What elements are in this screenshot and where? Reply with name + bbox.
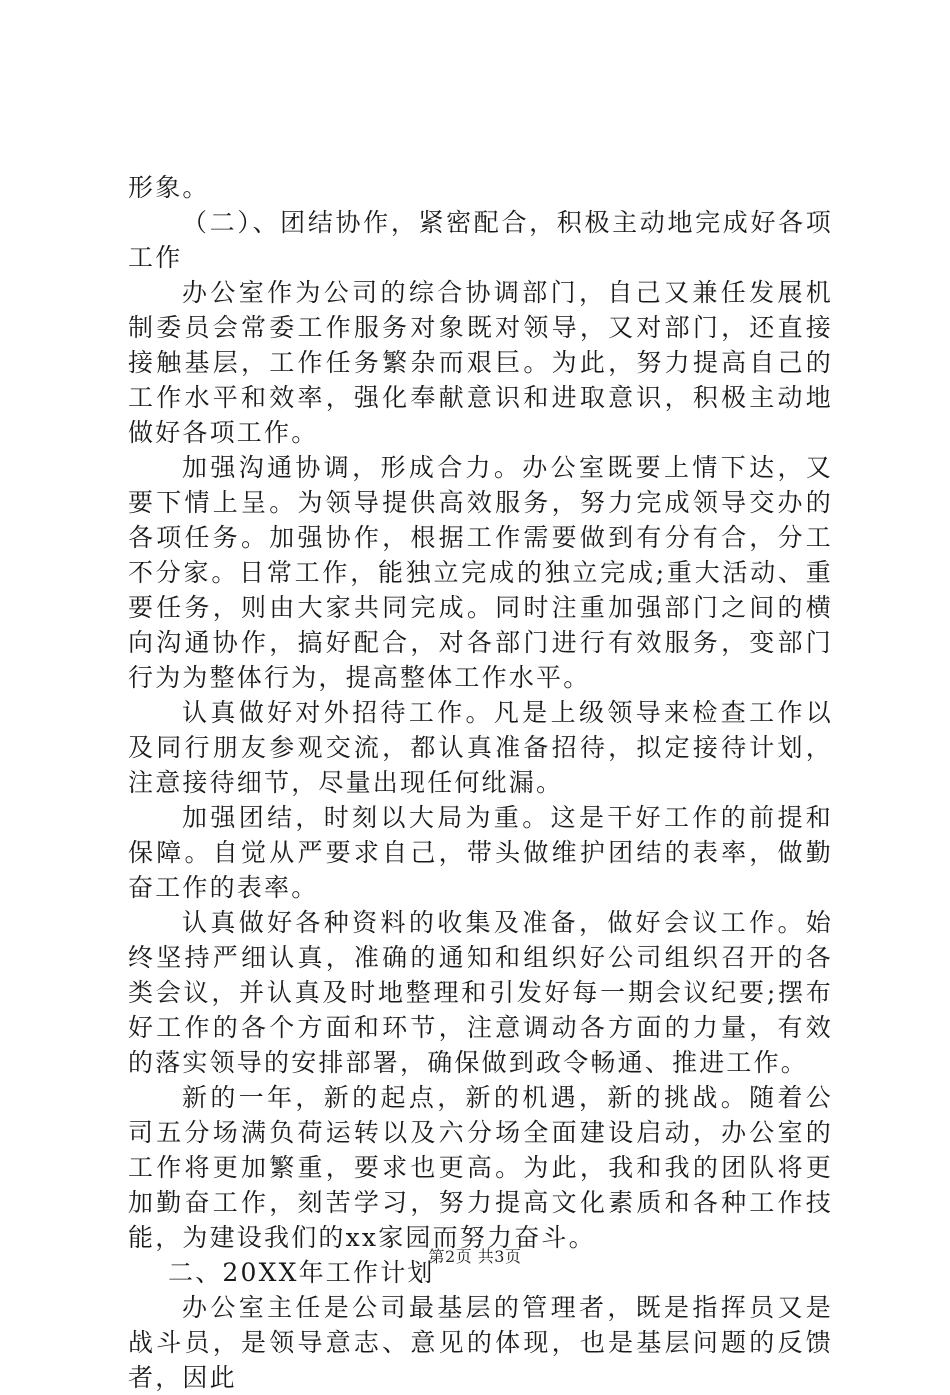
paragraph-meetings: 认真做好各种资料的收集及准备，做好会议工作。始终坚持严细认真，准确的通知和组织好公司组织召开的各类会议，并认真及时地整理和引发好每一期会议纪要;摆布好工作的各个方面和环节，注意调动各方面的力量，有效的落实领导的安排部署，确保做到政令畅通、推进工作。 [128, 908, 833, 1077]
paragraph-reception: 认真做好对外招待工作。凡是上级领导来检查工作以及同行朋友参观交流，都认真准备招待，拟定接待计划，注意接待细节，尽量出现任何纰漏。 [128, 698, 833, 797]
paragraph-office-role: 办公室作为公司的综合协调部门，自己又兼任发展机制委员会常委工作服务对象既对领导，又对部门，还直接接触基层，工作任务繁杂而艰巨。为此，努力提高自己的工作水平和效率，强化奉献意识和进取意识，积极主动地做好各项工作。 [128, 278, 833, 447]
document-body [128, 170, 833, 1395]
section-heading-teamwork: （二）、团结协作，紧密配合，积极主动地完成好各项工作 [128, 208, 833, 272]
paragraph-unity: 加强团结，时刻以大局为重。这是干好工作的前提和保障。自觉从严要求自己，带头做维护团结的表率，做勤奋工作的表率。 [128, 803, 833, 902]
section-heading-work-plan: 二、20XX年工作计划 [168, 1258, 435, 1287]
paragraph-continuation: 形象。 [128, 173, 210, 202]
paragraph-communication: 加强沟通协调，形成合力。办公室既要上情下达，又要下情上呈。为领导提供高效服务，努力完成领导交办的各项任务。加强协作，根据工作需要做到有分有合，分工不分家。日常工作，能独立完成的独立完成;重大活动、重要任务，则由大家共同完成。同时注重加强部门之间的横向沟通协作，搞好配合，对各部门进行有效服务，变部门行为为整体行为，提高整体工作水平。 [128, 453, 833, 692]
paragraph-office-director: 办公室主任是公司最基层的管理者，既是指挥员又是战斗员，是领导意志、意见的体现，也是基层问题的反馈者，因此 [128, 1293, 833, 1392]
page-number-footer: 第2页 共3页 [428, 1247, 522, 1266]
paragraph-new-year: 新的一年，新的起点，新的机遇，新的挑战。随着公司五分场满负荷运转以及六分场全面建设启动，办公室的工作将更加繁重，要求也更高。为此，我和我的团队将更加勤奋工作，刻苦学习，努力提高文化素质和各种工作技能，为建设我们的xx家园而努力奋斗。 [128, 1083, 833, 1252]
